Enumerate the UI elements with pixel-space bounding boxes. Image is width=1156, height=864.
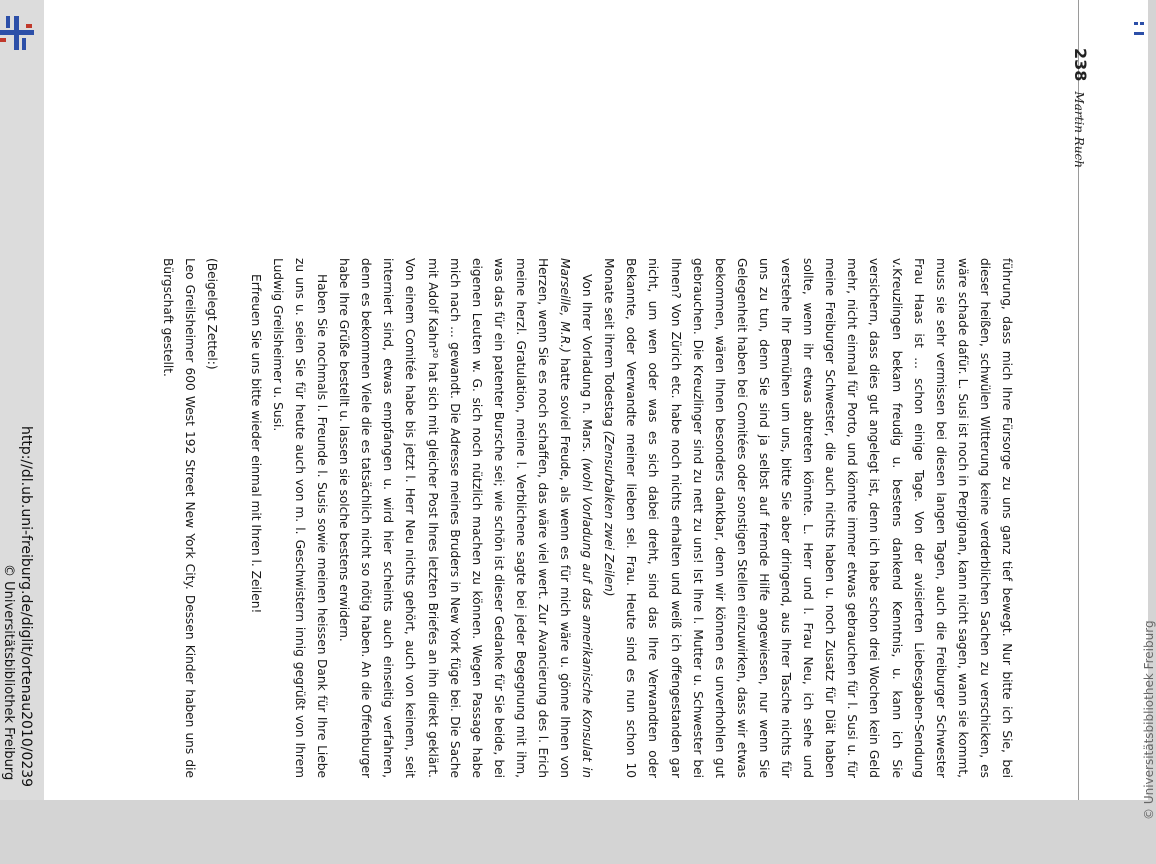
editorial-note: (Zensurbalken zwei Zeilen) xyxy=(602,430,617,597)
text-run: Leo Greilsheimer 600 West 192 Street New York City. Dessen Kinder haben uns die Bürgschaft gestellt. xyxy=(160,258,197,778)
paragraph xyxy=(245,258,267,778)
text-run: Von Ihrer Vorladung n. Mars. xyxy=(580,274,595,458)
paragraph xyxy=(156,258,200,778)
paragraph xyxy=(201,258,223,778)
page-header xyxy=(1060,48,1090,348)
text-run: führung, dass mich Ihre Fürsorge zu uns ganz tief bewegt. Nur bitte ich Sie, bei dieser heißen, schwülen Witterung keine verderblichen Sachen zu verschicken, es wäre schade dafür. L. Susi ist noch in Perpignan, kann nicht sagen, wann sie kommt, muss sie sehr vermissen bei diesen langen Tagen, auch die Freiburger Schwester Frau Haas ist ... schon einige Tage. Von der avisierten Liebesgaben-Sendung v.Kreuzlingen bekam freudig u. bestens dankend Kenntnis, u. kann ich Sie versichern, dass dies gut angelegt ist, denn ich habe schon drei Wochen kein Geld mehr, nicht einmal für Porto, und könnte immer etwas gebrauchen für l. Susi u. für meine Freiburger Schwester, die auch nichts haben u. noch Zusatz für Diät haben sollte, wenn ihr etwas abtreten könnte. L. Herr und l. Frau Neu, ich sehe und verstehe Ihr Bemühen um uns, bitte Sie aber dringend, aus Ihrer Tasche nichts für uns zu tun, denn Sie sind ja selbst auf fremde Hilfe angewiesen, nur wenn Sie Gelegenheit haben bei Comitées oder sonstigen Stellen einzuwirken, dass wir etwas bekommen, wären Ihnen besonders dankbar, denn wir können es unverhohlen gut gebrauchen. Die Kreuzlinger sind zu nett zu uns! Ist Ihre l. Mutter u. Schwester bei Ihnen? Von Zürich etc. habe noch nichts erhalten und weiß ich offengestanden gar nicht, um wen oder was es sich dabei dreht, sind das Ihre Verwandten oder Bekannte, oder Verwandte meiner lieben sel. Frau. Heute sind es nun schon 10 Monate seit ihrem Todestag xyxy=(602,258,1014,778)
text-run: Erfreuen Sie uns bitte wieder einmal mit Ihren l. Zeilen! xyxy=(248,274,263,614)
text-run: (Beigelegt Zettel:) xyxy=(204,258,219,370)
body-text xyxy=(156,258,1018,778)
text-run: Haben Sie nochmals l. Freunde l. Susis sowie meinen heissen Dank für Ihre Liebe zu uns u. seien Sie für heute auch von m. l. Geschwistern innig gegrüßt von Ihrem Ludwig Greilsheimer u. Susi. xyxy=(270,258,330,778)
paragraph xyxy=(267,258,333,778)
paragraph xyxy=(598,258,1018,778)
edge-watermark-text: © Universitätsbibliothek Freiburg xyxy=(1142,620,1156,820)
paragraph xyxy=(333,258,598,778)
editorial-note: (wohl Vorladung auf das amerikanische Konsulat in Marseille, M.R.) xyxy=(558,258,595,778)
running-head: Martin Ruch xyxy=(1072,91,1086,168)
page-number: 238 xyxy=(1071,48,1090,82)
copyright-notice: © Universitätsbibliothek Freiburg xyxy=(1,564,16,781)
text-run: hatte soviel Freude, als wenn es für mich wäre u. gönne Ihnen von Herzen, wenn Sie es noch schaffen, das wäre viel wert. Zur Avancierung des l. Erich meine herzl. Gratulation, meine l. Verblichene sagte bei jeder Begegnung mit ihm, was das für ein patenter Bursche sei; wie schön ist dieser Gedanke für Sie beide, bei eigenen Leuten w. G. sich noch nützlich machen zu können. Wegen Passage habe mich nach ... gewandt. Die Adresse meines Bruders in New York füge bei. Die Sache mit Adolf Kahn²⁰ hat sich mit gleicher Post Ihres letzten Briefes an ihn direkt geklärt. Von einem Comitée habe bis jetzt l. Herr Neu nichts gehört, auch von keinem, seit interniert sind, etwas empfangen u. wird hier scheints auch einseitig verfahren, denn es bekommen Viele die es tatsächlich nicht so nötig haben. An die Offenburger habe Ihre Grüße bestellt u. lassen sie solche bestens erwidern. xyxy=(337,258,573,778)
source-url[interactable]: http://dl.ub.uni-freiburg.de/diglit/ortenau2010/0239 xyxy=(18,426,34,788)
